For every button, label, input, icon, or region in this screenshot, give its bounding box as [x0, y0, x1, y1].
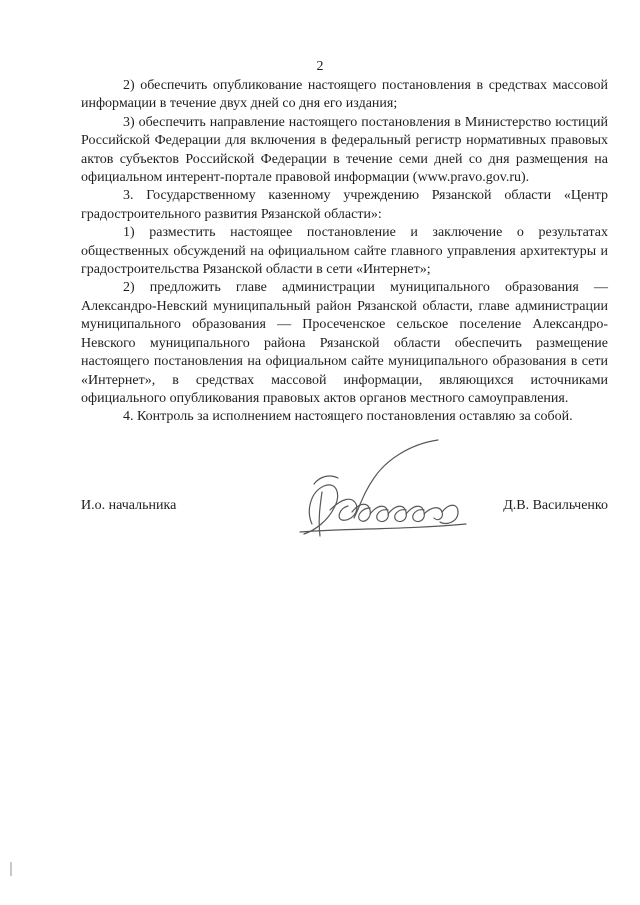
handwritten-signature [290, 432, 490, 552]
paragraph-item-2-municipal: 2) предложить главе администрации муниципального образования — Александро-Невский муниципальный район Рязанской области, главе администрации муниципального образования — Просеченское сельское поселение Александро-Невского муниципального района Рязанской области обеспечить размещение настоящего постановления на официальном сайте муниципального образования в сети «Интернет», в средствах массовой информации, являющихся источниками официального опубликования правовых актов органов местного самоуправления. [81, 280, 608, 406]
document-body [81, 77, 608, 427]
paragraph-section-3: 3. Государственному казенному учреждению Рязанской области «Центр градостроительного развития Рязанской области»: [81, 188, 608, 222]
paragraph-item-3-ministry: 3) обеспечить направление настоящего постановления в Министерство юстиций Российской Федерации для включения в федеральный регистр нормативных правовых актов субъектов Российской Федерации в течение семи дней со дня размещения на официальном интерент-портале правовой информации (www.pravo.gov.ru). [81, 114, 608, 186]
paragraph-section-4-control: 4. Контроль за исполнением настоящего постановления оставляю за собой. [123, 409, 573, 425]
scan-artifact [10, 862, 12, 876]
page-number: 2 [316, 59, 324, 74]
signatory-position: И.о. начальника [81, 498, 177, 513]
signatory-name: Д.В. Васильченко [503, 498, 608, 513]
paragraph-item-2-publication: 2) обеспечить опубликование настоящего постановления в средствах массовой информации в течение двух дней со дня его издания; [81, 78, 608, 112]
paragraph-item-1-website: 1) разместить настоящее постановление и заключение о результатах общественных обсуждений на официальном сайте главного управления архитектуры и градостроительства Рязанской области в сети «Интернет»; [81, 225, 608, 278]
signature-block [81, 497, 608, 519]
